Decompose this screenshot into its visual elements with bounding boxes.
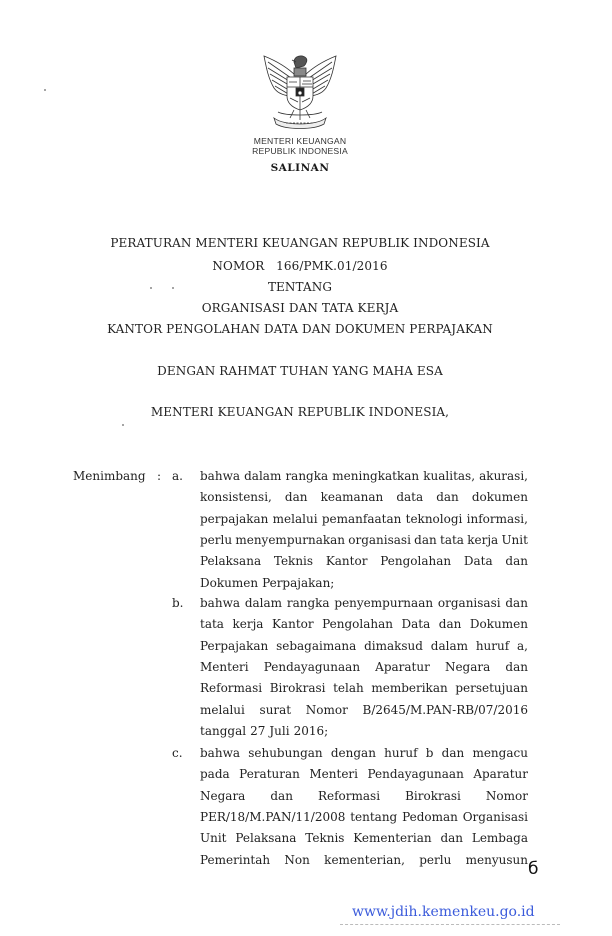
word: dan	[505, 596, 528, 610]
paragraph-line	[200, 853, 528, 867]
word: Organisasi	[462, 809, 528, 824]
paragraph-line	[200, 789, 528, 803]
word: bahwa	[200, 746, 240, 760]
scan-speck	[150, 287, 152, 289]
word: dan	[436, 490, 459, 505]
word: kualitas,	[423, 469, 476, 483]
word: dan	[414, 532, 437, 547]
word: dan	[284, 490, 308, 505]
word: dalam	[244, 596, 283, 610]
item-marker-c: c.	[172, 746, 183, 760]
word: Unit	[200, 831, 227, 846]
scan-speck	[172, 287, 174, 289]
paraf-mark-icon: б	[528, 859, 539, 879]
word: menyempurnakan	[235, 532, 345, 547]
word: melalui	[272, 511, 318, 526]
word: Data	[401, 617, 431, 632]
paragraph-line	[200, 767, 528, 781]
word: b	[425, 746, 434, 760]
word: kerja	[232, 617, 264, 632]
word: Menteri	[309, 767, 358, 782]
word: Nomor	[485, 788, 528, 803]
word: Pedoman	[402, 809, 458, 824]
word: dalam	[244, 469, 282, 483]
regulation-about: TENTANG	[267, 280, 333, 294]
word: teknologi	[405, 511, 463, 526]
word: Teknis	[305, 831, 345, 846]
word: tentang	[350, 809, 398, 824]
paragraph-line	[200, 533, 528, 547]
word: akurasi,	[479, 469, 528, 483]
word: Peraturan	[239, 767, 300, 782]
word: rangka	[286, 596, 330, 610]
paragraph-line	[200, 617, 528, 631]
word: bahwa	[200, 469, 240, 483]
word: tanggal	[200, 723, 247, 738]
word: Pendayagunaan	[263, 659, 361, 674]
regulation-title: PERATURAN MENTERI KEUANGAN REPUBLIK INDONESIA	[110, 236, 490, 250]
word: perlu	[200, 532, 233, 547]
regulation-subject-1: ORGANISASI DAN TATA KERJA	[201, 301, 399, 315]
word: telah	[333, 681, 364, 696]
word: keamanan	[320, 490, 384, 505]
word: Dokumen	[469, 617, 528, 632]
word: PER/18/M.PAN/11/2008	[200, 809, 346, 824]
word: konsistensi,	[200, 490, 272, 505]
word: Kementerian	[353, 831, 432, 846]
word: kerja	[467, 532, 499, 547]
word: bahwa	[200, 596, 240, 610]
word: Reformasi	[317, 788, 381, 803]
word: Pengolahan	[322, 617, 393, 632]
word: Pengolahan	[380, 554, 452, 569]
invocation: DENGAN RAHMAT TUHAN YANG MAHA ESA	[157, 364, 443, 378]
scan-speck	[122, 424, 124, 426]
word: dimaksud	[364, 638, 423, 653]
regulation-subject-2: KANTOR PENGOLAHAN DATA DAN DOKUMEN PERPAJAKAN	[107, 322, 493, 336]
word: rangka	[285, 469, 329, 483]
paragraph-line	[200, 681, 528, 695]
institution-line-1: MENTERI KEUANGAN	[253, 136, 347, 146]
word: perlu	[419, 852, 452, 867]
word: Aparatur	[473, 767, 528, 782]
word: dengan	[330, 746, 376, 760]
paragraph-line	[200, 490, 528, 504]
paragraph-line	[200, 639, 528, 653]
word: dan	[270, 788, 293, 803]
word: dalam	[430, 638, 468, 653]
word: memberikan	[371, 681, 448, 696]
word: Kantor	[325, 554, 368, 569]
word: dan	[440, 831, 464, 846]
word: Pendayagunaan	[367, 767, 464, 782]
word: melalui	[200, 702, 245, 717]
authority: MENTERI KEUANGAN REPUBLIK INDONESIA,	[150, 405, 450, 419]
word: Data	[463, 554, 493, 569]
paragraph-line	[200, 660, 528, 674]
word: tata	[200, 617, 224, 632]
regulation-number: NOMOR 166/PMK.01/2016	[212, 259, 388, 273]
word: huruf	[475, 638, 510, 653]
word: Perpajakan;	[262, 575, 335, 590]
garuda-emblem-icon	[256, 46, 344, 130]
word: organisasi	[348, 532, 411, 547]
word: 2016;	[293, 723, 329, 738]
word: Teknis	[273, 554, 314, 569]
item-marker-b: b.	[172, 596, 184, 610]
word: Negara	[200, 788, 246, 803]
word: menyusun	[465, 852, 528, 867]
word: penyempurnaan	[334, 596, 434, 610]
word: Unit	[501, 532, 528, 547]
considerations-label: Menimbang	[73, 469, 146, 483]
word: dan	[441, 746, 465, 760]
word: Menteri	[200, 659, 249, 674]
paragraph-line	[200, 810, 528, 824]
word: Nomor	[305, 702, 348, 717]
word: Pelaksana	[235, 831, 297, 846]
paragraph-line	[200, 724, 528, 738]
paragraph-line	[200, 703, 528, 717]
word: dokumen	[471, 490, 528, 505]
word: kementerian,	[324, 852, 405, 867]
word: Aparatur	[375, 659, 430, 674]
word: Birokrasi	[269, 681, 326, 696]
institution-line-2: REPUBLIK INDONESIA	[252, 146, 348, 156]
paragraph-line	[200, 596, 528, 610]
word: organisasi	[437, 596, 501, 610]
item-marker-a: a.	[172, 469, 183, 483]
word: a,	[517, 638, 528, 653]
word: huruf	[384, 746, 418, 760]
word: Reformasi	[200, 681, 263, 696]
word: B/2645/M.PAN-RB/07/2016	[362, 702, 528, 717]
paragraph-line	[200, 746, 528, 760]
scan-speck	[44, 89, 46, 91]
word: Perpajakan	[200, 638, 269, 653]
paragraph-line	[200, 512, 528, 526]
word: dan	[505, 554, 528, 569]
word: dan	[505, 659, 528, 674]
paragraph-line	[200, 469, 528, 483]
word: Dokumen	[200, 575, 259, 590]
word: data	[396, 490, 424, 505]
copy-label: SALINAN	[270, 162, 330, 174]
word: sehubungan	[248, 746, 323, 760]
considerations-separator: :	[157, 469, 162, 483]
word: tata	[440, 532, 464, 547]
word: Pemerintah	[200, 852, 271, 867]
word: perpajakan	[200, 511, 269, 526]
word: Negara	[444, 659, 491, 674]
word: Lembaga	[471, 831, 528, 846]
paragraph-line	[200, 831, 528, 845]
word: surat	[259, 702, 292, 717]
word: persetujuan	[455, 681, 528, 696]
word: 27	[250, 723, 266, 738]
word: Non	[284, 852, 310, 867]
scan-noise-divider	[340, 924, 560, 926]
paragraph-line	[200, 576, 528, 590]
word: meningkatkan	[332, 469, 420, 483]
word: Juli	[269, 723, 290, 738]
word: pemanfaatan	[321, 511, 402, 526]
word: sebagaimana	[276, 638, 357, 653]
website-link[interactable]: www.jdih.kemenkeu.go.id	[352, 904, 535, 920]
word: dan	[438, 617, 462, 632]
word: Kantor	[271, 617, 314, 632]
word: mengacu	[472, 746, 528, 760]
word: Pelaksana	[200, 554, 262, 569]
word: pada	[200, 767, 230, 782]
word: Birokrasi	[405, 788, 461, 803]
paragraph-line	[200, 554, 528, 568]
word: informasi,	[466, 511, 528, 526]
